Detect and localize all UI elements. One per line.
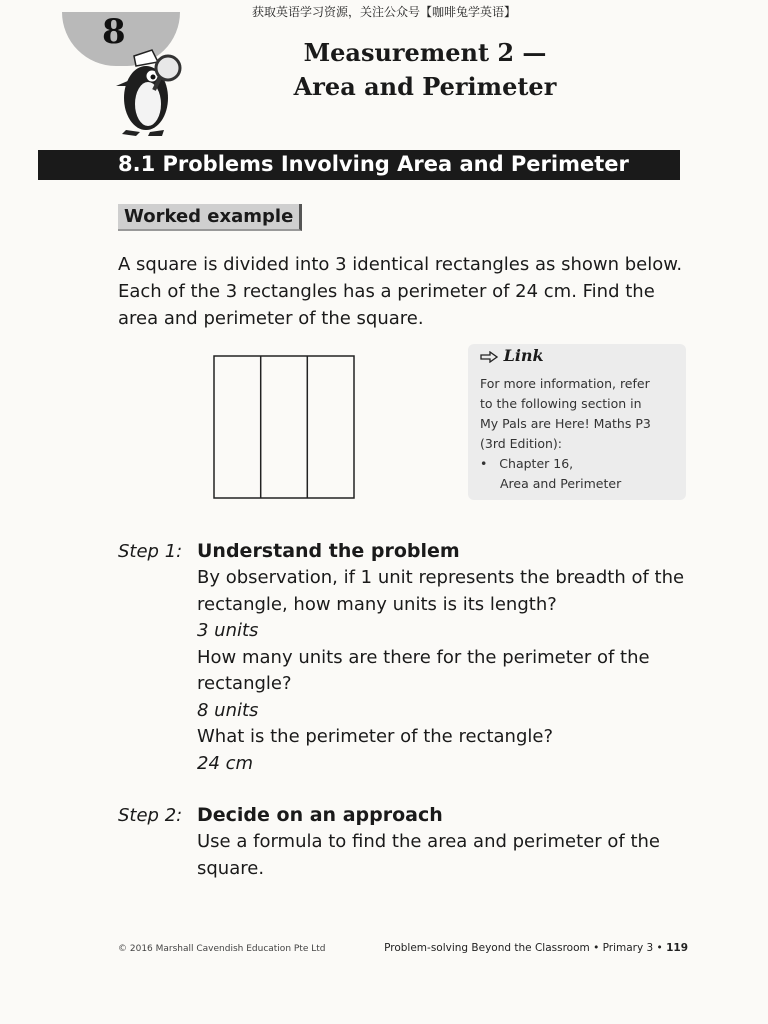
footer-book-title: Problem-solving Beyond the Classroom • Primary 3 • [384, 942, 663, 954]
link-heading [480, 346, 544, 365]
link-bullet-item [480, 454, 680, 494]
section-title: 8.1 Problems Involving Area and Perimeter [118, 152, 629, 176]
link-line: to the following section in [480, 396, 642, 411]
step-1-title: Understand the problem [197, 540, 460, 562]
link-box [468, 344, 686, 500]
step-line: rectangle? [197, 673, 292, 694]
page-number: 119 [666, 942, 688, 954]
link-heading-text: Link [503, 346, 544, 365]
chapter-title-line-2: Area and Perimeter [293, 72, 557, 101]
link-line: For more information, refer [480, 376, 650, 391]
problem-line: A square is divided into 3 identical rectangles as shown below. [118, 254, 683, 275]
step-2-title: Decide on an approach [197, 804, 443, 826]
link-body [480, 374, 680, 494]
step-line: Use a formula to find the area and perimeter of the [197, 831, 660, 852]
step-answer: 24 cm [197, 752, 254, 774]
step-line: rectangle, how many units is its length? [197, 593, 557, 615]
square-divided-diagram [212, 354, 358, 502]
chapter-title [260, 36, 590, 104]
step-answer: 8 units [197, 699, 259, 721]
step-line: What is the perimeter of the rectangle? [197, 726, 554, 747]
step-line: square. [197, 857, 265, 879]
step-line: How many units are there for the perimeter of the [197, 646, 650, 668]
top-note: 获取英语学习资源，关注公众号【咖啡兔学英语】 [251, 5, 516, 19]
worked-example-label: Worked example [118, 204, 302, 231]
step-answer: 3 units [197, 620, 259, 641]
footer-copyright: © 2016 Marshall Cavendish Education Pte Ltd [118, 944, 326, 954]
penguin-mascot-icon [96, 36, 196, 140]
link-line: My Pals are Here! Maths P3 [480, 416, 651, 431]
chapter-title-line-1: Measurement 2 — [303, 38, 547, 67]
link-pointer-icon [480, 351, 498, 363]
link-line: (3rd Edition): [480, 436, 562, 451]
step-2-label: Step 2: [118, 805, 183, 826]
section-header-bar [38, 150, 680, 180]
problem-line: area and perimeter of the square. [118, 308, 424, 329]
chapter-number: 8 [102, 12, 126, 52]
footer-book-info [384, 942, 688, 954]
step-line: By observation, if 1 unit represents the breadth of the [197, 567, 685, 588]
step-1-label: Step 1: [118, 541, 183, 562]
square-outline [214, 356, 354, 498]
step-1-body [197, 565, 697, 777]
problem-statement [118, 251, 698, 332]
bullet-icon: • [480, 456, 500, 471]
problem-line: Each of the 3 rectangles has a perimeter of 24 cm. Find the [118, 281, 655, 302]
link-bullet-line: Area and Perimeter [500, 476, 622, 491]
step-2-body [197, 829, 697, 882]
link-bullet-line: Chapter 16, [499, 456, 574, 471]
